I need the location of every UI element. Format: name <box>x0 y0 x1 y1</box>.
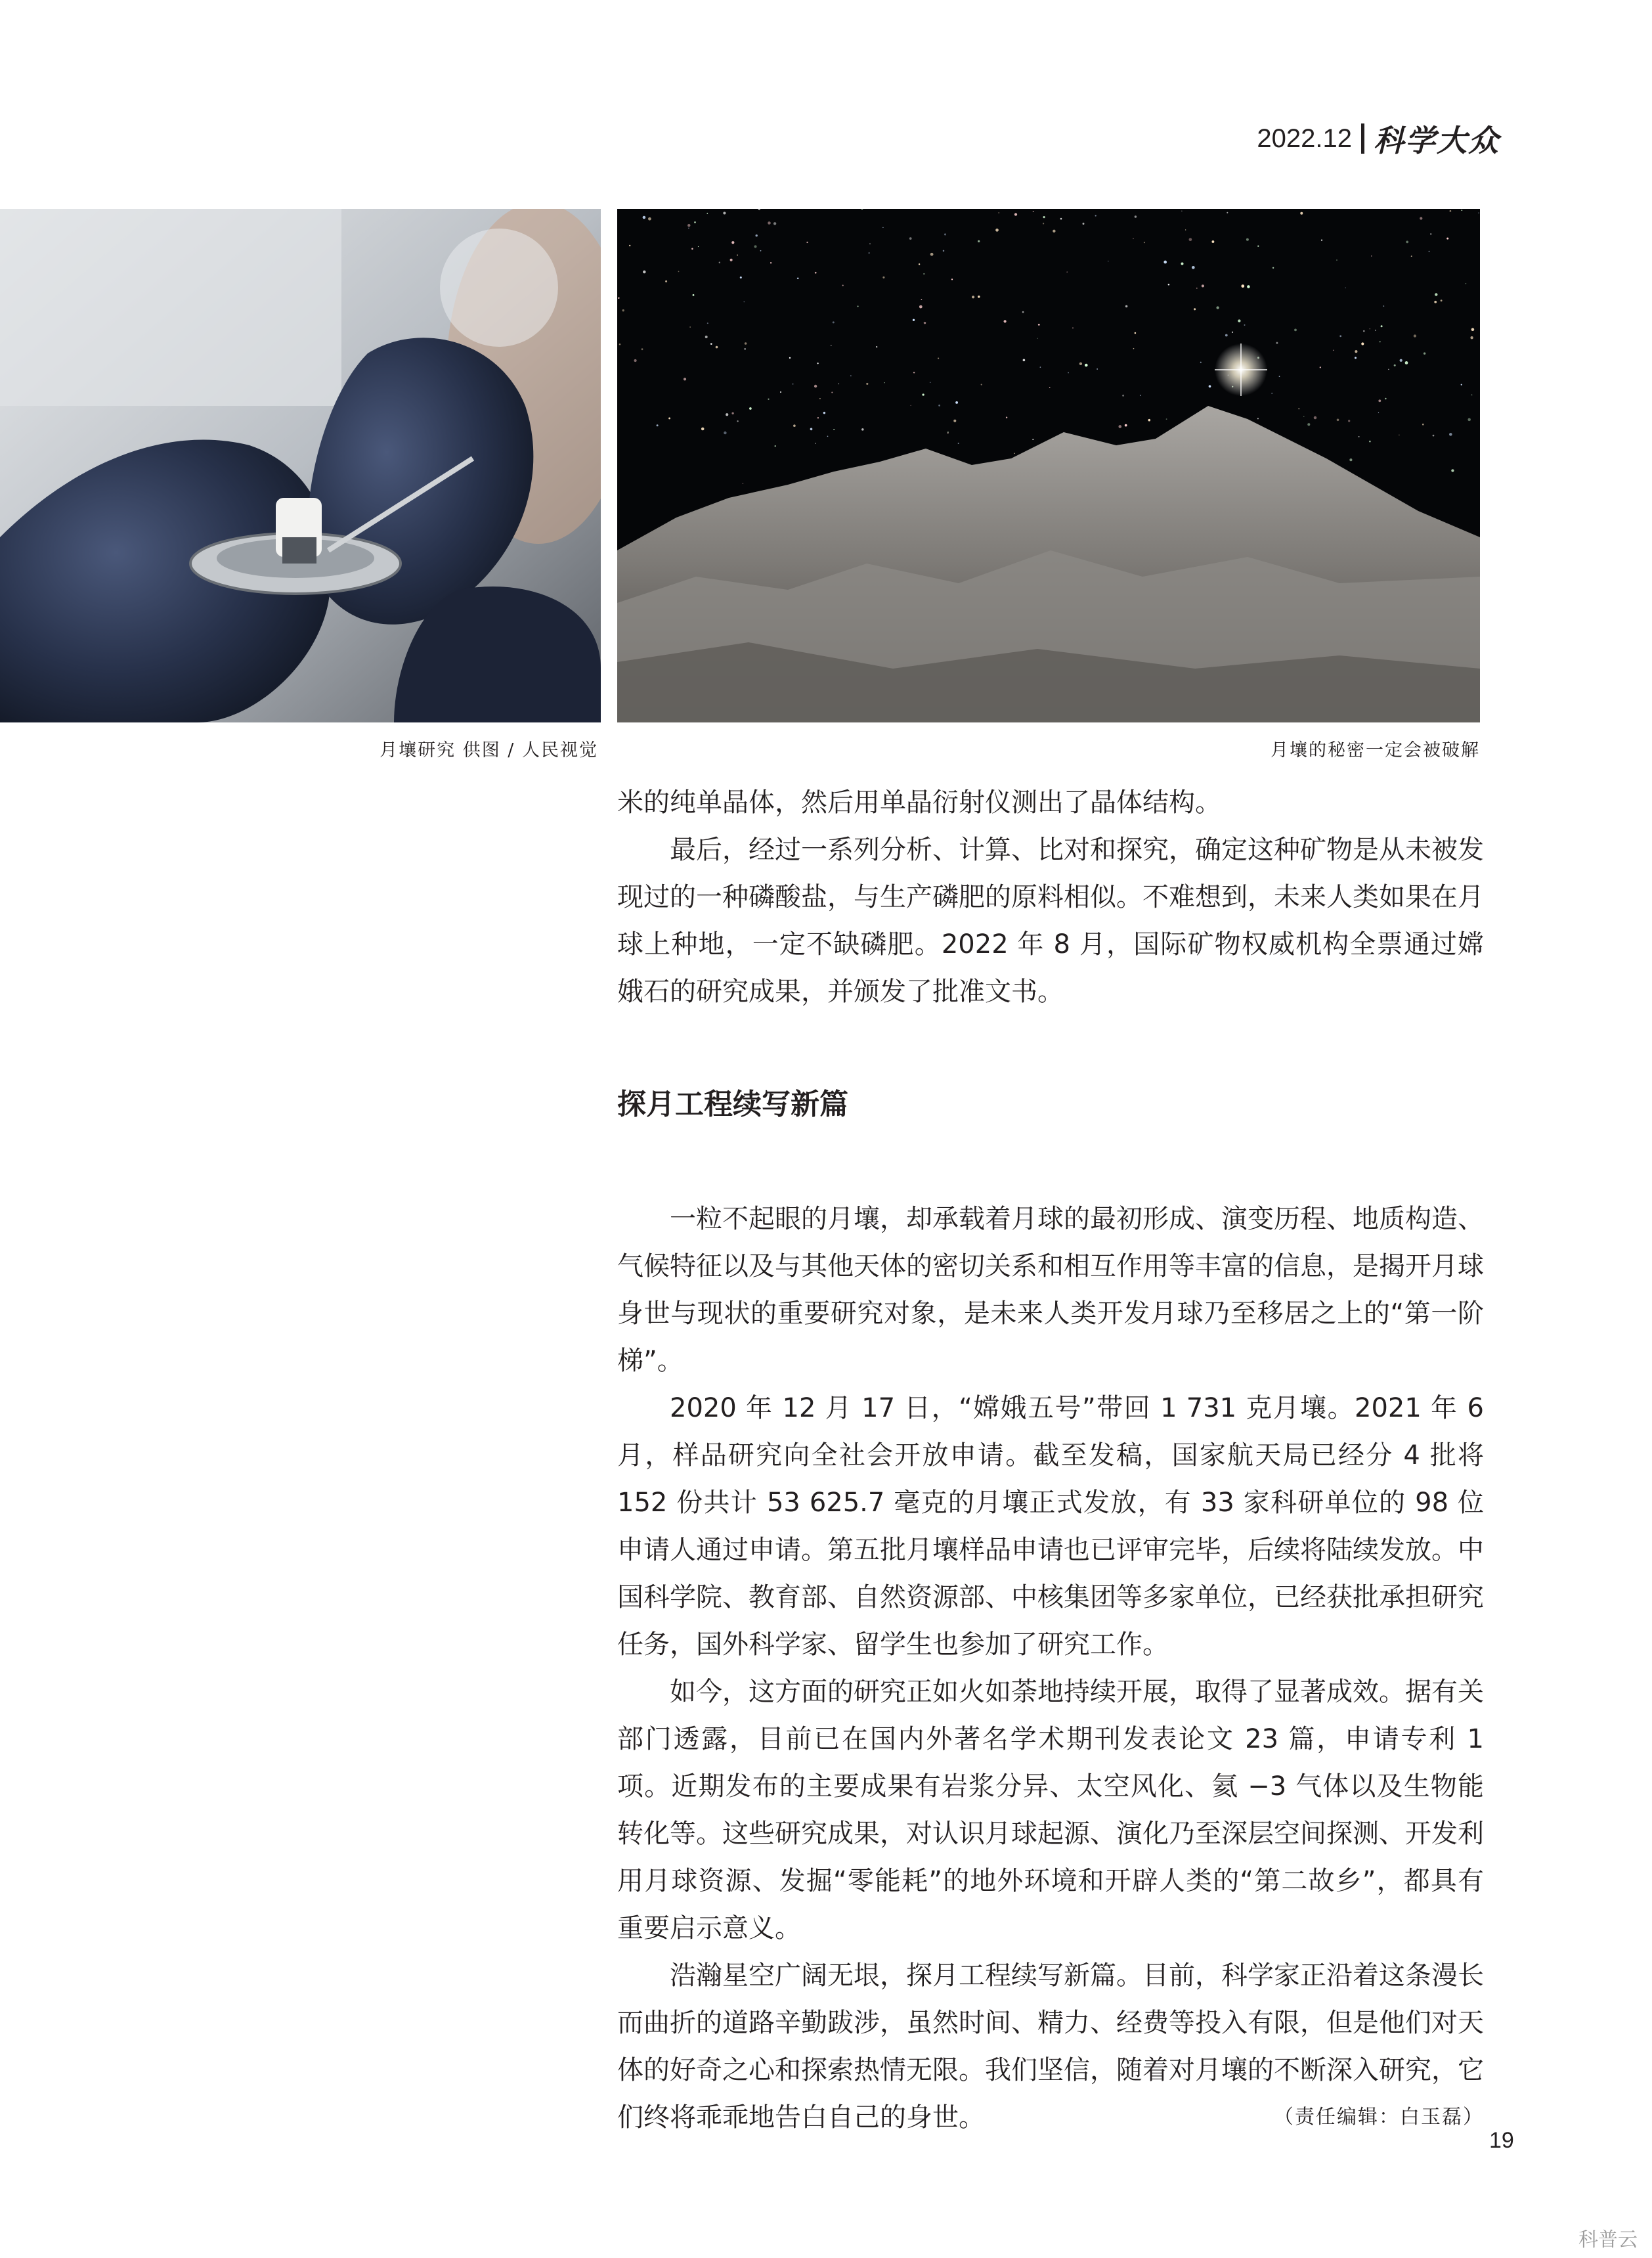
star <box>1225 334 1228 337</box>
star <box>1388 369 1389 370</box>
star <box>1079 363 1082 365</box>
star <box>953 420 956 422</box>
star <box>629 245 630 246</box>
star <box>1209 385 1211 387</box>
star <box>1333 349 1334 351</box>
star <box>687 224 690 227</box>
star <box>831 392 833 393</box>
star <box>842 285 844 286</box>
star <box>1355 357 1357 359</box>
star <box>1433 435 1435 437</box>
star <box>1200 362 1202 363</box>
star <box>1232 332 1233 333</box>
star <box>726 413 728 416</box>
star <box>1428 251 1429 252</box>
star <box>1014 453 1015 454</box>
star <box>1363 330 1365 332</box>
star <box>1095 215 1097 216</box>
star <box>657 424 659 426</box>
star <box>1451 469 1454 472</box>
star <box>749 407 752 410</box>
moon-surface-photo <box>617 209 1480 722</box>
star <box>1307 423 1310 426</box>
star <box>978 240 980 242</box>
star <box>1298 408 1299 409</box>
star <box>919 263 920 265</box>
star <box>930 253 934 256</box>
star <box>1420 217 1422 219</box>
star <box>1148 419 1151 422</box>
star <box>1185 229 1186 230</box>
star <box>814 385 817 387</box>
star <box>1083 223 1085 225</box>
star <box>643 271 645 273</box>
star <box>810 428 813 431</box>
star <box>1314 416 1317 420</box>
star <box>1422 424 1424 426</box>
star <box>1196 288 1198 289</box>
star <box>817 417 819 418</box>
star <box>1471 328 1475 331</box>
star <box>1241 284 1244 288</box>
star <box>731 412 733 414</box>
star <box>869 243 871 244</box>
star <box>1246 238 1249 241</box>
paragraph-continued: 米的纯单晶体，然后用单晶衍射仪测出了晶体结构。 <box>617 787 1221 818</box>
star <box>643 216 646 219</box>
star <box>1216 306 1219 309</box>
star <box>1066 271 1068 273</box>
header-divider <box>1361 123 1364 154</box>
star <box>1369 441 1371 443</box>
star <box>1405 361 1408 365</box>
star <box>876 346 877 347</box>
section-heading: 探月工程续写新篇 <box>617 1088 848 1121</box>
star <box>1348 420 1350 422</box>
star <box>1345 287 1346 288</box>
star <box>1125 424 1127 427</box>
star <box>740 277 742 278</box>
star <box>1227 212 1228 213</box>
star <box>1043 223 1044 224</box>
star <box>1043 216 1045 218</box>
star <box>1446 238 1448 240</box>
star <box>910 405 911 406</box>
star <box>1450 210 1452 212</box>
star <box>823 412 825 414</box>
star <box>1471 394 1473 395</box>
star <box>707 322 708 324</box>
star <box>806 242 808 243</box>
star <box>861 428 864 431</box>
star <box>1461 384 1462 386</box>
star <box>1371 255 1372 256</box>
star <box>768 221 771 225</box>
star <box>773 222 776 225</box>
star <box>919 305 923 309</box>
star <box>819 398 821 399</box>
star <box>1032 439 1033 440</box>
star <box>719 262 720 263</box>
star <box>1294 329 1297 332</box>
star <box>981 384 982 386</box>
star <box>793 424 796 427</box>
star <box>723 211 726 214</box>
star <box>665 280 667 282</box>
star <box>678 271 680 273</box>
star <box>1244 324 1245 326</box>
star <box>1006 416 1007 418</box>
star <box>913 319 915 321</box>
star <box>1320 366 1321 368</box>
star <box>1279 376 1280 377</box>
star <box>1406 241 1408 244</box>
star <box>951 278 953 280</box>
star <box>710 343 712 345</box>
star <box>1359 436 1360 437</box>
star <box>1383 305 1384 307</box>
star <box>850 375 851 376</box>
star <box>634 359 637 362</box>
star <box>1303 416 1304 417</box>
star <box>1144 242 1145 243</box>
star <box>944 233 946 235</box>
star <box>1430 233 1431 234</box>
star <box>838 384 839 385</box>
star <box>693 294 695 296</box>
paragraph-finally: 最后，经过一系列分析、计算、比对和探究，确定这种矿物是从未被发现过的一种磷酸盐，与生产磷肥的原料相似。不难想到，未来人类如果在月球上种地，一定不缺磷肥。2022 年 8 月，国际矿物权威机构全票通过嫦娥石的研究成果，并颁发了批准文书。 <box>617 835 1484 1007</box>
star <box>1122 395 1124 397</box>
star <box>972 296 974 298</box>
star <box>622 309 624 311</box>
watermark: 科普云 <box>1578 2228 1638 2251</box>
right-photo-caption: 月壤的秘密一定会被破解 <box>1271 740 1480 761</box>
paragraph-closing-text: 浩瀚星空广阔无垠，探月工程续写新篇。目前，科学家正沿着这条漫长而曲折的道路辛勤跋涉，虽然时间、精力、经费等投入有限，但是他们对天体的好奇之心和探索热情无限。我们坚信，随着对月壤的不断深入研究，它们终将乖乖地告白自己的身世。 <box>617 1960 1484 2133</box>
paragraph: 如今，这方面的研究正如火如荼地持续开展，取得了显著成效。据有关部门透露，目前已在国内外著名学术期刊发表论文 23 篇，申请专利 1 项。近期发布的主要成果有岩浆分异、太空风化、氦 −3 气体以及生物能转化等。这些研究成果，对认识月球起源、演化乃至深层空间探测、开发利用月球资源、发掘“零能耗”的地外环境和开辟人类的“第二故乡”，都具有重要启示意义。 <box>617 1677 1484 1943</box>
star <box>1038 324 1040 326</box>
star <box>1271 393 1272 394</box>
star <box>731 241 734 244</box>
star <box>1163 261 1167 264</box>
star <box>1381 325 1383 327</box>
star <box>922 393 924 395</box>
star <box>689 326 690 327</box>
star <box>943 250 945 252</box>
star <box>1040 366 1041 368</box>
star <box>1257 418 1259 419</box>
star <box>1085 364 1088 367</box>
article-body <box>617 779 1484 2141</box>
star <box>1140 395 1141 396</box>
star <box>668 417 670 419</box>
magazine-logo: 科学大众 <box>1374 123 1500 158</box>
star <box>858 305 859 307</box>
star <box>1434 301 1437 303</box>
star <box>866 383 868 385</box>
star <box>745 348 746 349</box>
star <box>833 429 835 430</box>
star <box>789 357 791 359</box>
star <box>1361 342 1364 345</box>
star <box>947 432 949 433</box>
star <box>756 234 758 236</box>
star <box>1097 368 1098 370</box>
star <box>955 401 958 404</box>
paragraph: 一粒不起眼的月壤，却承载着月球的最初形成、演变历程、地质构造、气候特征以及与其他天体的密切关系和相互作用等丰富的信息，是揭开月球身世与现状的重要研究对象，是未来人类开发月球乃至移居之上的“第一阶梯”。 <box>617 1204 1484 1376</box>
star <box>705 336 708 338</box>
star <box>1125 305 1127 307</box>
star <box>684 378 686 380</box>
page-header <box>1257 117 1500 160</box>
star <box>797 277 799 279</box>
star <box>1049 387 1051 388</box>
star <box>924 322 926 324</box>
star <box>1478 212 1479 213</box>
star <box>1135 215 1137 217</box>
star <box>648 217 651 221</box>
star <box>1435 293 1437 296</box>
star <box>1247 285 1250 288</box>
star <box>618 298 619 299</box>
star <box>698 246 699 247</box>
star <box>913 372 915 373</box>
star <box>909 237 912 240</box>
star <box>938 405 940 407</box>
star <box>619 343 621 345</box>
star <box>760 250 762 252</box>
star <box>1192 266 1195 269</box>
star <box>1004 320 1007 322</box>
star <box>737 420 738 422</box>
star <box>724 432 726 434</box>
star <box>1181 262 1183 265</box>
star <box>1400 359 1402 362</box>
star <box>780 391 781 393</box>
star <box>1411 255 1412 257</box>
star <box>1470 336 1473 339</box>
star <box>1467 418 1471 422</box>
star <box>1189 238 1192 241</box>
star <box>1414 334 1416 337</box>
star <box>1202 284 1204 287</box>
star <box>737 254 738 255</box>
star <box>1053 230 1055 232</box>
paragraph-closing <box>617 1952 1484 2141</box>
star <box>1337 418 1339 421</box>
editor-credit: （责任编辑：白玉磊） <box>1274 2106 1484 2129</box>
star <box>827 435 829 437</box>
star <box>1257 246 1259 247</box>
star <box>754 245 756 248</box>
paragraph: 2020 年 12 月 17 日，“嫦娥五号”带回 1 731 克月壤。2021 年 6 月，样品研究向全社会开放申请。截至发稿，国家航天局已经分 4 批将 152 份共计 53 625.7 毫克的月壤正式发放，有 33 家科研单位的 98 位申请人通过申请。第五批月壤样品申请也已评审完毕，后续将陆续发放。中国科学院、教育部、自然资源部、中核集团等多家单位，已经获批承担研究任务，国外科学家、留学生也参加了研究工作。 <box>617 1393 1484 1660</box>
star <box>1424 353 1425 355</box>
star <box>768 399 769 400</box>
star <box>745 342 747 345</box>
lunar-soil-research-photo <box>0 209 601 722</box>
star <box>1339 335 1341 337</box>
star <box>869 252 870 254</box>
star <box>1033 211 1034 212</box>
star <box>743 483 744 484</box>
star <box>1135 332 1137 334</box>
star <box>1276 342 1278 344</box>
star <box>815 443 816 444</box>
star <box>691 248 693 250</box>
star <box>1037 338 1038 339</box>
star <box>958 443 959 444</box>
star <box>1068 372 1069 374</box>
star <box>882 227 883 228</box>
star <box>1462 210 1463 211</box>
star <box>1336 259 1337 261</box>
star <box>923 273 924 275</box>
star <box>1272 267 1274 269</box>
star <box>694 221 696 223</box>
star <box>1072 327 1074 328</box>
star <box>688 227 689 229</box>
star <box>1380 341 1381 342</box>
star <box>1166 418 1167 420</box>
star <box>1321 240 1322 241</box>
star <box>921 299 923 300</box>
star <box>817 363 818 364</box>
star <box>1022 311 1024 313</box>
star <box>938 358 939 359</box>
star <box>1194 308 1196 310</box>
star <box>706 213 708 214</box>
star <box>930 382 931 384</box>
star <box>793 384 794 385</box>
star <box>1168 284 1170 286</box>
star <box>882 277 884 278</box>
star <box>1349 458 1352 461</box>
star <box>1378 412 1379 413</box>
star <box>833 321 835 323</box>
star <box>770 262 772 263</box>
star <box>716 346 718 349</box>
star <box>1211 240 1214 243</box>
star <box>1385 398 1386 399</box>
star <box>1300 212 1303 215</box>
star <box>978 296 980 298</box>
star <box>995 229 999 232</box>
star <box>1378 399 1381 402</box>
left-photo-caption: 月壤研究 供图 / 人民视觉 <box>380 740 598 761</box>
star <box>775 445 776 447</box>
star <box>1449 433 1452 436</box>
page-number: 19 <box>1489 2128 1514 2153</box>
star <box>1023 359 1026 361</box>
star <box>1441 299 1443 301</box>
issue-date: 2022.12 <box>1257 123 1352 153</box>
star <box>1238 319 1240 322</box>
star <box>1014 213 1017 215</box>
star <box>1394 365 1396 366</box>
star <box>641 348 643 350</box>
star <box>730 259 733 261</box>
star <box>1355 350 1357 353</box>
star <box>1133 348 1135 349</box>
star <box>815 272 817 274</box>
star <box>1060 218 1062 220</box>
star <box>744 301 745 303</box>
star <box>701 428 705 431</box>
star <box>1118 425 1121 428</box>
